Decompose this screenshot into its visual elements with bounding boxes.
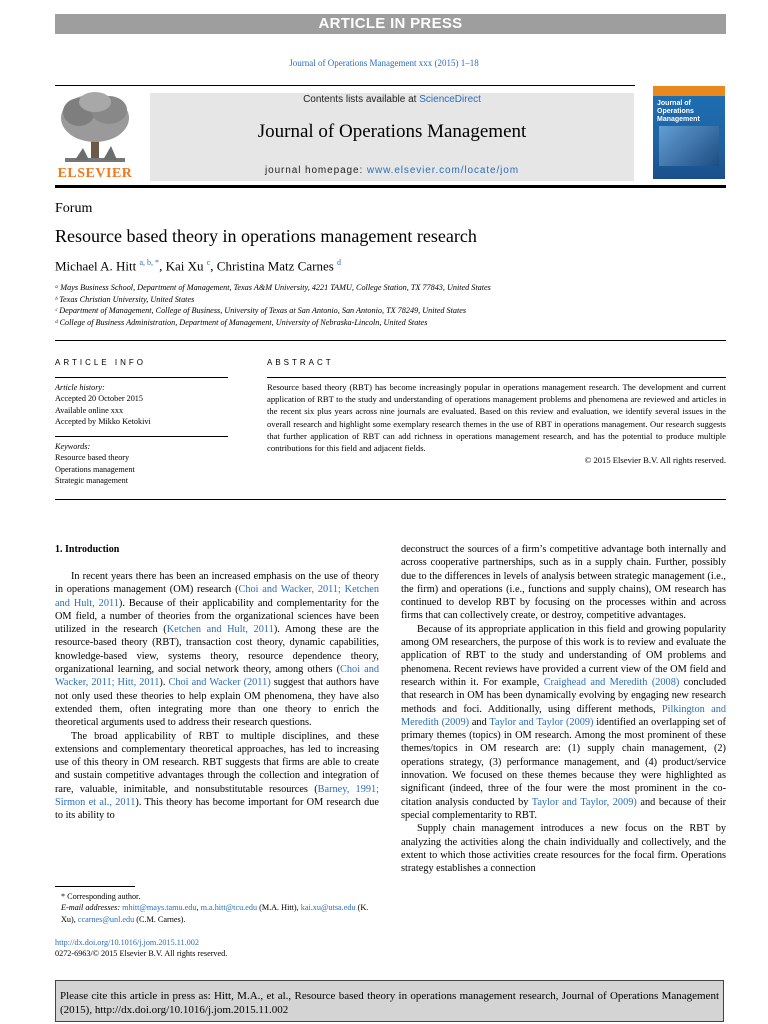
journal-citation-line[interactable]: Journal of Operations Management xxx (2015) 1–18: [289, 58, 479, 68]
doi-link[interactable]: http://dx.doi.org/10.1016/j.jom.2015.11.002: [55, 938, 199, 947]
text-run: ). Because of their applicability and complementarity for the OM field, a number of theories from the organizational sciences have been utilized in the research (: [55, 597, 380, 636]
citation-link[interactable]: Choi and Wacker (2011): [168, 677, 271, 689]
text-run: Because of its appropriate application in this field and growing popularity among OM researchers, the purpose of this work is to review and evaluate the application of RBT to the study and understanding of OM problems and phenomena. Recent reviews have provided a current view of the OM field and research within it. For example,: [401, 623, 726, 688]
history-item: Available online xxx: [55, 405, 124, 415]
header-thick-rule: [55, 185, 726, 188]
text-run: deconstruct the sources of a firm’s competitive advantage both internally and across cooperative partnerships, such as in a supply chain. Further, possibly due to the differences in levels of analysis between strategic management (i.e., the firm) and operations (i.e., functions and supply chains), OM research has continued to develop RBT by focusing on the processes within and across firms that can collectively create, or destroy, competitive advantages.: [401, 544, 726, 622]
paragraph: [401, 822, 726, 875]
homepage-link[interactable]: www.elsevier.com/locate/jom: [366, 165, 519, 176]
citation-box: [55, 980, 724, 1022]
corresponding-author-note: * Corresponding author.: [61, 892, 141, 901]
journal-title: Journal of Operations Management: [257, 121, 527, 142]
author-name: Kai Xu: [165, 258, 204, 274]
text-run: and: [469, 716, 490, 728]
author-list: Michael A. Hitt $^{a, b, *}$, Kai Xu $^c$, Christina Matz Carnes $^d$: [55, 258, 342, 274]
contents-line: [150, 94, 634, 105]
email-sep: (M.A. Hitt),: [257, 903, 301, 913]
author-name: Christina Matz Carnes: [216, 258, 334, 274]
history-item: Accepted by Mikko Ketokivi: [55, 416, 151, 426]
paragraph: [401, 623, 726, 822]
elsevier-logo-text: ELSEVIER: [57, 166, 133, 181]
text-run: ). This theory has become important for OM research due to its ability to: [55, 797, 379, 822]
text-run: and because of their special complementarity to RBT.: [401, 796, 726, 821]
affiliations: [55, 282, 725, 328]
citation-link[interactable]: Craighead and Meredith (2008): [543, 676, 680, 688]
keywords: [55, 441, 228, 486]
email-label: E-mail addresses:: [61, 903, 123, 913]
email-sep: (C.M. Carnes).: [134, 914, 186, 924]
paragraph: [401, 543, 726, 623]
journal-cover-image: [653, 86, 725, 179]
keyword: Resource based theory: [55, 453, 130, 463]
history-label: Article history:: [55, 383, 105, 392]
text-run: ).: [159, 677, 169, 689]
keywords-label: Keywords:: [55, 442, 91, 451]
text-run: The broad applicability of RBT to multiple disciplines, and these extensions and complementary theoretical approaches, has led to increasing use of this theory in OM research. RBT suggests that firms are able to create and sustain competitive advantages through the collection and integration of rare, valuable, inimitable, and nonsubstitutable resources (: [55, 730, 379, 795]
article-history: [55, 382, 228, 427]
abstract-body: Resource based theory (RBT) has become increasingly popular in operations management research. The development and current application of RBT to the study and understanding of operations management problems and phenomena are reviewed and articles in the recent six plus years across nine journals are evaluated. Based on this review and evaluation, we identify several issues in the overall research and highlight some exemplary research themes in the use of RBT in operations management. Our research suggests that further application of RBT can add richness in operations management research, and has the potential to produce multiple contributions for this field and adjacent fields.: [267, 382, 726, 454]
email-addresses: [55, 902, 379, 925]
affiliation: ᵃ Mays Business School, Department of Management, Texas A&M University, 4221 TAMU, College Station, TX 77843, United States: [55, 283, 491, 292]
divider: [267, 377, 726, 378]
paragraph: [55, 570, 379, 730]
article-title: Resource based theory in operations management research: [55, 226, 477, 246]
divider: [55, 340, 726, 341]
divider: [55, 377, 228, 378]
text-run: In recent years there has been an increased emphasis on the use of theory in operations management (OM) research (: [55, 571, 379, 596]
affiliation: ᵇ Texas Christian University, United States: [55, 294, 195, 304]
email-link[interactable]: m.a.hitt@tcu.edu: [200, 903, 258, 913]
cover-title: Journal of Operations Management: [657, 100, 700, 123]
citation-link[interactable]: Choi and Wacker, 2011; Hitt, 2011: [55, 664, 379, 689]
header-rule: [55, 85, 635, 86]
email-sep: (K. Xu),: [61, 903, 369, 924]
article-in-press-banner: ARTICLE IN PRESS: [55, 14, 726, 34]
affiliation: ᶜ Department of Management, College of Business, University of Texas at San Antonio, San Antonio, TX 78249, United States: [55, 306, 467, 316]
paragraph: [55, 730, 379, 823]
email-link[interactable]: kai.xu@utsa.edu: [300, 903, 356, 913]
citation-link[interactable]: Taylor and Taylor, 2009): [531, 796, 637, 808]
abstract-copyright: © 2015 Elsevier B.V. All rights reserved.: [584, 455, 726, 466]
citation-text: Please cite this article in press as: Hitt, M.A., et al., Resource based theory in operations management research, Journal of Operations Management (2015), http://dx.doi.org/10.1016/j.jom.2015.11.002: [60, 990, 719, 1016]
article-info-heading: ARTICLE INFO: [55, 358, 146, 367]
journal-homepage: [150, 165, 634, 176]
author-affil-marks[interactable]: c: [206, 258, 211, 267]
affiliation: ᵈ College of Business Administration, Department of Management, University of Nebraska-Lincoln, United States: [55, 317, 428, 327]
section-heading: 1. Introduction: [55, 544, 120, 555]
section-label: Forum: [55, 201, 93, 216]
author-name: Michael A. Hitt: [55, 258, 137, 274]
email-link[interactable]: ccarnes@unl.edu: [77, 914, 135, 924]
doi-block: [55, 937, 227, 960]
citation-link[interactable]: Ketchen and Hult, 2011: [166, 624, 274, 636]
body-column-left: [55, 570, 379, 823]
citation-link[interactable]: Pilkington and Meredith (2009): [401, 703, 726, 728]
text-run: concluded that research in OM has been dynamically evolving by engaging new research methods and foci. Additionally, using different methods,: [401, 676, 726, 715]
keyword: Operations management: [55, 464, 135, 474]
divider: [55, 436, 228, 437]
citation-link[interactable]: Taylor and Taylor (2009): [489, 716, 594, 728]
keyword: Strategic management: [55, 475, 128, 485]
text-run: Supply chain management introduces a new focus on the RBT by analyzing the activities along the chain individually and collectively, and the extent to which those activities create resources for the focal firm. Operations strategy establishes a connection: [401, 823, 726, 875]
email-sep: ,: [196, 903, 201, 913]
history-item: Accepted 20 October 2015: [55, 394, 143, 404]
citation-link[interactable]: Choi and Wacker, 2011; Ketchen and Hult, 2011: [55, 584, 379, 609]
citation-link[interactable]: Barney, 1991; Sirmon et al., 2011: [55, 783, 380, 809]
author-affil-marks[interactable]: a, b, *: [139, 258, 160, 267]
abstract-text: [267, 381, 726, 466]
email-link[interactable]: mhitt@mays.tamu.edu: [122, 903, 197, 913]
footnote: [55, 891, 379, 925]
homepage-prefix: journal homepage:: [265, 165, 367, 176]
contents-prefix: Contents lists available at: [303, 94, 420, 105]
text-run: ). Among these are the resource-based theory (RBT), transaction cost theory, dynamic capabilities, knowledge-based view, systems theory, resource dependence theory, organizational learning, and social network theory, among others (: [55, 624, 379, 676]
sciencedirect-link[interactable]: ScienceDirect: [419, 94, 481, 105]
issn-line: 0272-6963/© 2015 Elsevier B.V. All rights reserved.: [55, 949, 228, 959]
text-run: identified an overlapping set of primary themes (topics) in OM research. Among the most prominent of these themes/topics in OM research are: (1) supply chain management, (2) operations strategy, (3) performance management, and (4) product/service innovation. We focused on these themes because they were highlighted as significant (indeed, three of the four were the most prominent in the co-citation analysis conducted by: [401, 716, 726, 808]
abstract-heading: ABSTRACT: [267, 358, 334, 367]
footnote-rule: [55, 886, 135, 887]
text-run: suggest that authors have not only used these theories to help explain OM phenomena, they have also extended them, often integrating more than one theory to enrich the theoretical arguments used to address their research questions.: [55, 677, 379, 729]
author-affil-marks[interactable]: d: [337, 258, 342, 267]
divider: [55, 499, 726, 500]
body-column-right: [401, 543, 726, 875]
